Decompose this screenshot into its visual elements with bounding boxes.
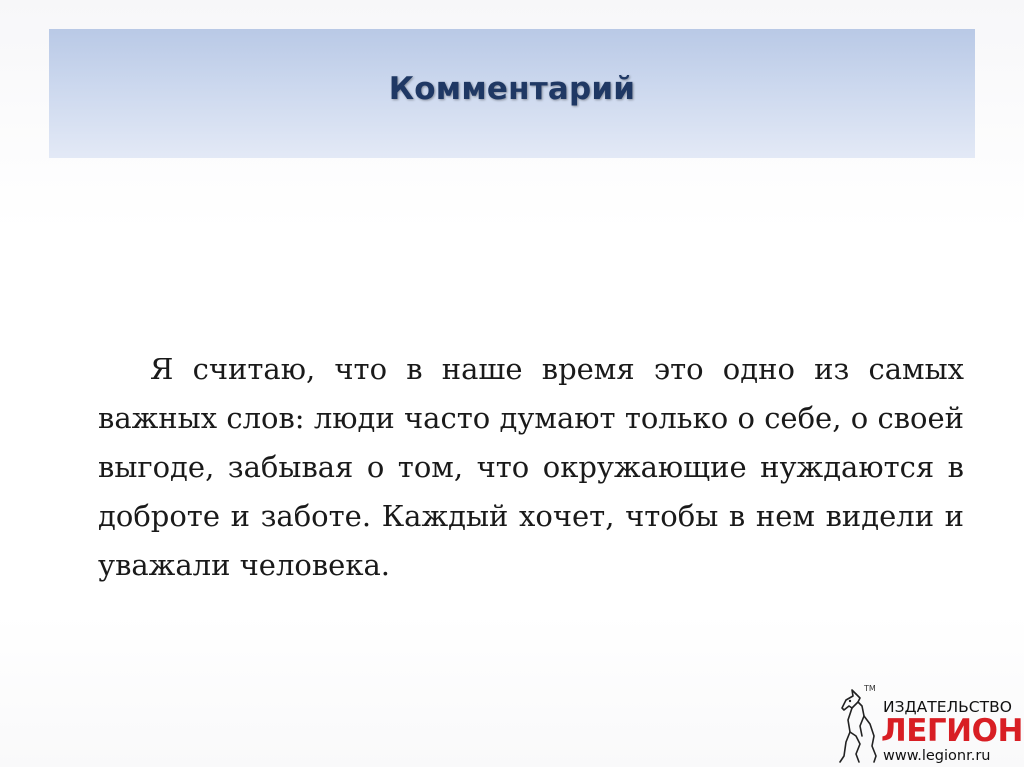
trademark-label: TM [864, 684, 876, 693]
logo-publisher-label: ИЗДАТЕЛЬСТВО [883, 698, 1012, 716]
publisher-logo [826, 684, 1024, 767]
horse-icon [826, 686, 882, 766]
logo-url: www.legionr.ru [883, 748, 991, 764]
slide-title: Комментарий [388, 70, 636, 107]
logo-brand-name: ЛЕГИОН [881, 713, 1023, 749]
body-paragraph: Я считаю, что в наше время это одно из самых важных слов: люди часто думают только о себе, о своей выгоде, забывая о том, что окружающие нуждаются в доброте и заботе. Каждый хочет, чтобы в нем видели и уважали человека. [98, 352, 964, 582]
header-band [49, 29, 975, 158]
